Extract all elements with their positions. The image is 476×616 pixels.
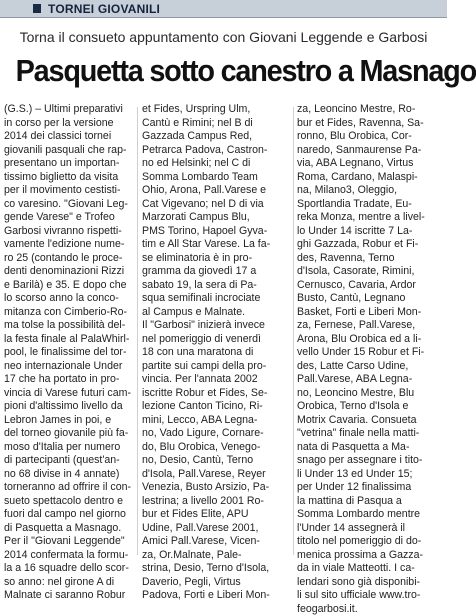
article-text-line: "vetrina" finale nella matti- [297, 427, 443, 441]
article-text-line: reka Monza, mentre a livel- [297, 211, 443, 225]
article-text-line: 18 con una maratona di [142, 346, 288, 360]
article-text-line: mitanza con Cimberio-Ro- [4, 306, 133, 320]
article-text-line: nel pomeriggio di venerdì [142, 333, 288, 347]
article-column-2 [142, 103, 289, 603]
article-text-line: ma tolse la possibilità del- [4, 319, 133, 333]
article-text-line: ro 25 (contando le proce- [4, 252, 133, 266]
article-text-line: Udine, Pall.Varese 2001, [142, 522, 288, 536]
article-text-line: za, Or.Malnate, Pale- [142, 549, 288, 563]
article-text-line: denti denominazioni Rizzi [4, 265, 133, 279]
article-text-line: Basket, Forti e Liberi Mon- [297, 306, 443, 320]
article-text-line: Padova, Forti e Liberi Mon- [142, 589, 288, 603]
article-text-line: no, Desio, Cantù, Terno [142, 454, 288, 468]
article-text-line: neo internazionale Under [4, 360, 133, 374]
article-column-3 [297, 103, 444, 616]
article-text-line: sabato 19, la sera di Pa- [142, 279, 288, 293]
article-text-line: lo Under 14 iscritte 7 La- [297, 225, 443, 239]
article-text-line: no, Vado Ligure, Cornare- [142, 427, 288, 441]
article-text-line: mini, Lecco, ABA Legna- [142, 414, 288, 428]
article-text-line: per il movimento cestisti- [4, 184, 133, 198]
article-text-line: presentano un importan- [4, 157, 133, 171]
article-text-line: Busto, Cantù, Legnano [297, 292, 443, 306]
article-body [4, 103, 444, 559]
column-divider [137, 107, 138, 555]
article-text-line: la a 16 squadre dello scor- [4, 562, 133, 576]
article-text-line: vamente l'edizione nume- [4, 238, 133, 252]
article-text-line: del torneo giovanile più fa- [4, 427, 133, 441]
article-text-line: Cernusco, Cavaria, Ardor [297, 279, 443, 293]
article-text-line: Roma, Cardano, Malaspi- [297, 171, 443, 185]
article-text-line: nata di Pasquetta a Ma- [297, 441, 443, 455]
article-text-line: gende Varese" e Trofeo [4, 211, 133, 225]
article-text-line: di partecipanti (quest'an- [4, 454, 133, 468]
article-text-line: fuori dal campo nel giorno [4, 508, 133, 522]
article-text-line: Somma Lombardo mentre [297, 508, 443, 522]
article-text-line: Daverio, Pegli, Virtus [142, 576, 288, 590]
section-marker-square [33, 4, 41, 13]
article-text-line: lezione Canton Ticino, Ri- [142, 400, 288, 414]
article-text-line: iscritte Robur et Fides, Se- [142, 387, 288, 401]
article-text-line: partite sui campi della pro- [142, 360, 288, 374]
article-text-line: Ohio, Arona, Pall.Varese e [142, 184, 288, 198]
article-text-line: ronno, Blu Orobica, Cor- [297, 130, 443, 144]
article-text-line: vincia di Varese futuri cam- [4, 387, 133, 401]
article-text-line: titolo nel pomeriggio di do- [297, 535, 443, 549]
article-text-line: naredo, Sanmaurense Pa- [297, 144, 443, 158]
article-text-line: Petrarca Padova, Castron- [142, 144, 288, 158]
article-text-line: et Fides, Urspring Ulm, [142, 103, 288, 117]
article-subtitle: Torna il consueto appuntamento con Giovani Leggende e Garbosi [0, 29, 447, 45]
article-text-line: Arona, Blu Orobica ed a li- [297, 333, 443, 347]
article-text-line: no ed Helsinki; nel C di [142, 157, 288, 171]
article-text-line: pool, le finalissime del tor- [4, 346, 133, 360]
article-text-line: feogarbosi.it. [297, 603, 443, 616]
article-text-line: 2014 dei classici tornei [4, 130, 133, 144]
article-text-line: di Pasquetta a Masnago. [4, 522, 133, 536]
article-text-line: 17 che ha portato in pro- [4, 373, 133, 387]
article-text-line: snago per assegnare i tito- [297, 454, 443, 468]
article-text-line: za, Fernese, Pall.Varese, [297, 319, 443, 333]
article-text-line: do, Blu Orobica, Venego- [142, 441, 288, 455]
article-text-line: li sul sito ufficiale www.tro- [297, 589, 443, 603]
article-text-line: so anno: nel girone A di [4, 576, 133, 590]
article-text-line: PMS Torino, Hapoel Gyva- [142, 225, 288, 239]
article-text-line: gramma da giovedì 17 a [142, 265, 288, 279]
article-text-line: se eliminatoria è in pro- [142, 252, 288, 266]
article-text-line: za, Leoncino Mestre, Ro- [297, 103, 443, 117]
article-text-line: Per il "Giovani Leggende" [4, 535, 133, 549]
article-text-line: Malnate ci saranno Robur [4, 589, 133, 603]
article-text-line: da in viale Matteotti. I ca- [297, 562, 443, 576]
article-text-line: menica prossima a Gazza- [297, 549, 443, 563]
article-text-line: via, ABA Legnano, Virtus [297, 157, 443, 171]
article-text-line: des, Ravenna, Terno [297, 252, 443, 266]
article-text-line: Orobica, Terno d'Isola e [297, 400, 443, 414]
article-text-line: Sportlandia Tradate, Eu- [297, 198, 443, 212]
article-text-line: li Under 13 ed Under 15; [297, 468, 443, 482]
article-text-line: lendari sono già disponibi- [297, 576, 443, 590]
article-text-line: bur et Fides, Ravenna, Sa- [297, 117, 443, 131]
article-text-line: e Barilà) e 35. E dopo che [4, 279, 133, 293]
article-text-line: tissimo biglietto da visita [4, 171, 133, 185]
article-text-line: Garbosi vivranno rispetti- [4, 225, 133, 239]
article-text-line: (G.S.) – Ultimi preparativi [4, 103, 133, 117]
article-text-line: al Campus e Malnate. [142, 306, 288, 320]
article-column-1 [4, 103, 133, 603]
article-text-line: squa semifinali incrociate [142, 292, 288, 306]
article-text-line: la mattina di Pasqua a [297, 495, 443, 509]
article-text-line: co varesino. "Giovani Leg- [4, 198, 133, 212]
article-text-line: des, Latte Carso Udine, [297, 360, 443, 374]
article-text-line: Amici Pall.Varese, Vicen- [142, 535, 288, 549]
article-text-line: pioni d'altissimo livello da [4, 400, 133, 414]
article-text-line: Motrix Cavaria. Consueta [297, 414, 443, 428]
article-text-line: na, Milano3, Oleggio, [297, 184, 443, 198]
column-divider [293, 107, 294, 555]
article-text-line: moso d'Italia per numero [4, 441, 133, 455]
section-header-bar [0, 0, 447, 18]
article-text-line: Marzorati Campus Blu, [142, 211, 288, 225]
article-text-line: vincia. Per l'annata 2002 [142, 373, 288, 387]
article-text-line: torneranno ad offrire il con- [4, 481, 133, 495]
article-text-line: per Under 12 finalissima [297, 481, 443, 495]
article-text-line: lo scorso anno la conco- [4, 292, 133, 306]
article-text-line: la festa finale al PalaWhirl- [4, 333, 133, 347]
article-text-line: giovanili pasquali che rap- [4, 144, 133, 158]
article-text-line: in corso per la versione [4, 117, 133, 131]
article-text-line: vello Under 15 Robur et Fi- [297, 346, 443, 360]
article-text-line: d'Isola, Pall.Varese, Reyer [142, 468, 288, 482]
article-text-line: bur et Fides Elite, APU [142, 508, 288, 522]
article-headline: Pasquetta sotto canestro a Masnago [16, 53, 432, 89]
article-text-line: no 68 divise in 4 annate) [4, 468, 133, 482]
article-text-line: Il "Garbosi" inizierà invece [142, 319, 288, 333]
article-text-line: Somma Lombardo Team [142, 171, 288, 185]
article-text-line: Pall.Varese, ABA Legna- [297, 373, 443, 387]
article-text-line: strina, Desio, Terno d'Isola, [142, 562, 288, 576]
article-text-line: 2014 confermata la formu- [4, 549, 133, 563]
article-text-line: ghi Gazzada, Robur et Fi- [297, 238, 443, 252]
article-text-line: lestrina; a livello 2001 Ro- [142, 495, 288, 509]
article-text-line: Gazzada Campus Red, [142, 130, 288, 144]
article-text-line: sueto spettacolo dentro e [4, 495, 133, 509]
article-text-line: no, Leoncino Mestre, Blu [297, 387, 443, 401]
article-text-line: Cantù e Rimini; nel B di [142, 117, 288, 131]
article-text-line: Venezia, Busto Arsizio, Pa- [142, 481, 288, 495]
article-text-line: Lebron James in poi, e [4, 414, 133, 428]
article-text-line: Cat Vigevano; nel D di via [142, 198, 288, 212]
article-text-line: l'Under 14 assegnerà il [297, 522, 443, 536]
article-text-line: d'Isola, Casorate, Rimini, [297, 265, 443, 279]
section-label: TORNEI GIOVANILI [48, 2, 160, 16]
article-text-line: tim e All Star Varese. La fa- [142, 238, 288, 252]
